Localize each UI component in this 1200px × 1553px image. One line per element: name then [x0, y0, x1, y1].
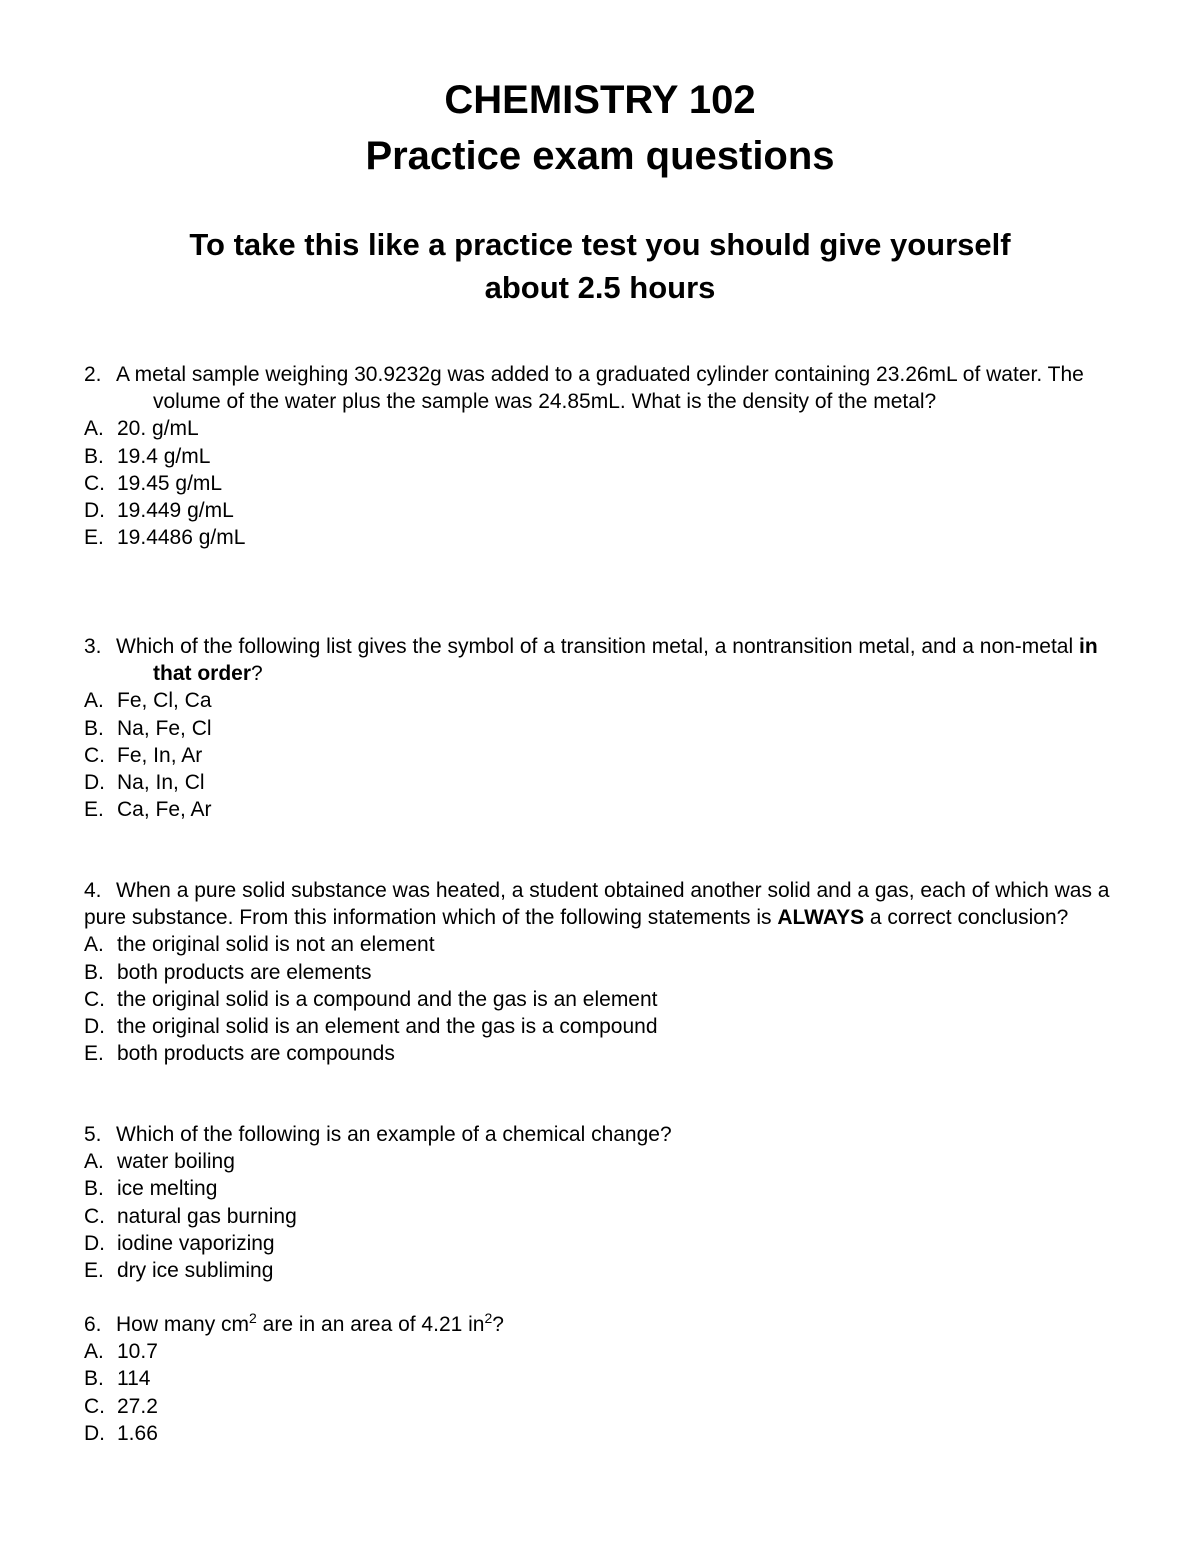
question-text: A metal sample weighing 30.9232g was added to a graduated cylinder containing 23.26mL of water. The volume of the water plus the sample was 24.85mL. What is the density of the metal? [116, 363, 1084, 414]
emphasis-text: in that order [153, 635, 1098, 686]
question-5 [84, 1121, 1124, 1284]
option-a: A. water boiling [84, 1150, 235, 1174]
option-c: C. the original solid is a compound and the gas is an element [84, 987, 658, 1011]
emphasis-text: ALWAYS [777, 906, 865, 930]
option-c: C. Fe, In, Ar [84, 743, 203, 767]
option-b: B. 19.4 g/mL [84, 444, 211, 468]
question-4 [84, 877, 1124, 1067]
option-e: E. 19.4486 g/mL [84, 526, 246, 550]
question-3-stem: 3. Which of the following list gives the symbol of a transition metal, a nontransition metal, and a non-metal in that order? [84, 635, 1098, 686]
option-d: D. the original solid is an element and the gas is a compound [84, 1015, 658, 1039]
option-b: B. Na, Fe, Cl [84, 716, 212, 740]
subtitle-line2: about 2.5 hours [484, 270, 716, 305]
option-c: C. natural gas burning [84, 1204, 297, 1228]
superscript: 2 [484, 1310, 493, 1326]
question-number: 4. [84, 879, 102, 902]
question-2 [84, 361, 1124, 551]
page-title-line1: CHEMISTRY 102 [444, 78, 756, 122]
question-number: 6. [84, 1313, 102, 1336]
option-e: E. Ca, Fe, Ar [84, 798, 212, 822]
option-d: D. 19.449 g/mL [84, 499, 234, 523]
option-a: A. the original solid is not an element [84, 933, 435, 957]
option-d: D. 1.66 [84, 1421, 158, 1445]
question-2-stem [84, 361, 1124, 415]
option-d: D. iodine vaporizing [84, 1231, 275, 1255]
question-number: 2. [84, 363, 102, 386]
option-b: B. 114 [84, 1367, 151, 1391]
subtitle-line1: To take this like a practice test you should give yourself [189, 227, 1011, 262]
option-a: A. 20. g/mL [84, 417, 199, 441]
question-6 [84, 1311, 1124, 1447]
option-e: E. both products are compounds [84, 1042, 395, 1066]
option-b: B. ice melting [84, 1177, 218, 1201]
option-b: B. both products are elements [84, 960, 372, 984]
option-d: D. Na, In, Cl [84, 771, 205, 795]
option-a: A. 10.7 [84, 1340, 158, 1364]
option-c: C. 19.45 g/mL [84, 471, 223, 495]
option-c: C. 27.2 [84, 1394, 158, 1418]
question-number: 3. [84, 635, 102, 658]
question-4-stem: 4. When a pure solid substance was heated, a student obtained another solid and a gas, each of which was a pure substance. From this information which of the following statements is ALWAYS a correct conclusion? [84, 879, 1110, 930]
superscript: 2 [249, 1310, 257, 1326]
question-number: 5. [84, 1123, 102, 1146]
question-6-stem: 6. How many $cm^2$ are in an area of 4.21 $in^2$? [84, 1311, 1124, 1338]
option-e: E. dry ice subliming [84, 1259, 274, 1283]
page-title-line2: Practice exam questions [365, 134, 835, 178]
option-a: A. Fe, Cl, Ca [84, 689, 212, 713]
question-3 [84, 633, 1124, 823]
question-5-stem: 5. Which of the following is an example of a chemical change? [84, 1121, 1124, 1148]
